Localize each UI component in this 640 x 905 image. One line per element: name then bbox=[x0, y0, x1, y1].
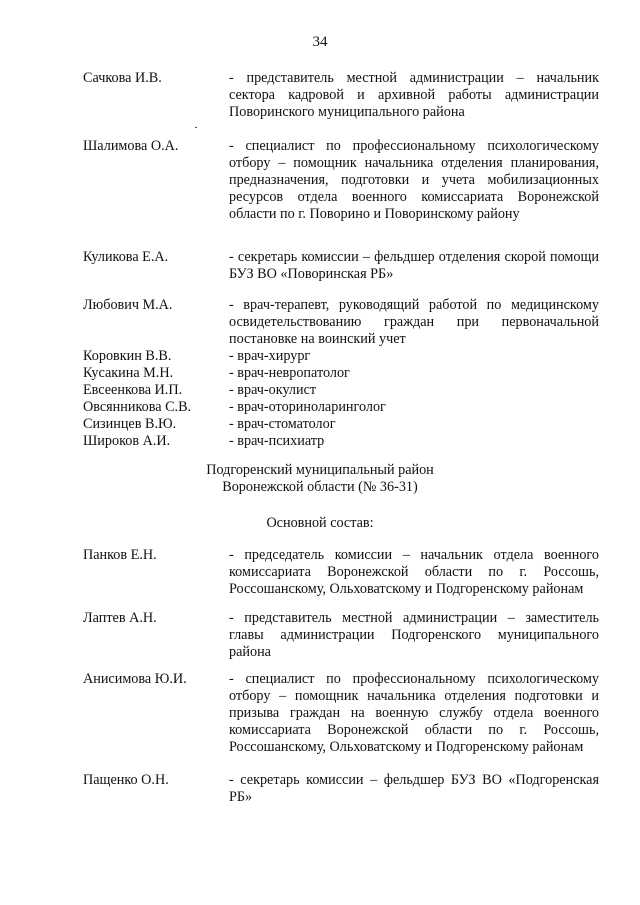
doctor-role: - врач-невропатолог bbox=[229, 365, 350, 381]
member-role: - председатель комиссии – начальник отдела военного комиссариата Воронежской области по г. Россошь, Россошанскому, Ольховатскому и Подгоренскому районам bbox=[229, 547, 599, 597]
doctor-name: Кусакина М.Н. bbox=[83, 365, 174, 381]
member-name: Анисимова Ю.И. bbox=[83, 671, 187, 687]
member-name: Сачкова И.В. bbox=[83, 70, 162, 86]
composition-heading: Основной состав: bbox=[266, 515, 374, 531]
member-role: - секретарь комиссии – фельдшер БУЗ ВО «Подгоренская РБ» bbox=[229, 772, 599, 805]
doctor-row bbox=[0, 348, 640, 365]
doctor-row bbox=[0, 433, 640, 450]
member-role: - представитель местной администрации – начальник сектора кадровой и архивной работы администрации Поворинского муниципального района bbox=[229, 70, 599, 120]
member-role: - секретарь комиссии – фельдшер отделения скорой помощи БУЗ ВО «Поворинская РБ» bbox=[229, 249, 599, 282]
member-name: Панков Е.Н. bbox=[83, 547, 157, 563]
doctor-name: Евсеенкова И.П. bbox=[83, 382, 183, 398]
doctor-role: - врач-окулист bbox=[229, 382, 317, 398]
doctor-row bbox=[0, 365, 640, 382]
member-name: Пащенко О.Н. bbox=[83, 772, 169, 788]
doctor-role: - врач-оториноларинголог bbox=[229, 399, 386, 415]
doctor-row bbox=[0, 399, 640, 416]
doctor-role: - врач-психиатр bbox=[229, 433, 325, 449]
member-role: - врач-терапевт, руководящий работой по медицинскому освидетельствованию граждан при первоначальной постановке на воинский учет bbox=[229, 297, 599, 347]
doctor-name: Широков А.И. bbox=[83, 433, 171, 449]
member-name: Куликова Е.А. bbox=[83, 249, 169, 265]
doctor-row bbox=[0, 382, 640, 399]
doctor-name: Сизинцев В.Ю. bbox=[83, 416, 177, 432]
doctor-name: Коровкин В.В. bbox=[83, 348, 172, 364]
page-number: 34 bbox=[312, 34, 328, 50]
member-name: Лаптев А.Н. bbox=[83, 610, 157, 626]
scan-speck bbox=[195, 127, 197, 128]
district-subtitle: Воронежской области (№ 36-31) bbox=[222, 479, 418, 495]
district-title: Подгоренский муниципальный район bbox=[206, 462, 434, 478]
member-name: Шалимова О.А. bbox=[83, 138, 179, 154]
doctor-name: Овсянникова С.В. bbox=[83, 399, 192, 415]
doctor-row bbox=[0, 416, 640, 433]
doctors-list bbox=[0, 348, 640, 450]
member-role: - специалист по профессиональному психологическому отбору – помощник начальника отделения подготовки и призыва граждан на военную службу отдела военного комиссариата Воронежской области по г. Россошь, Россошанскому, Ольховатскому и Подгоренскому районам bbox=[229, 671, 599, 755]
member-name: Любович М.А. bbox=[83, 297, 173, 313]
doctor-role: - врач-хирург bbox=[229, 348, 311, 364]
member-role: - представитель местной администрации – заместитель главы администрации Подгоренского муниципального района bbox=[229, 610, 599, 660]
doctor-role: - врач-стоматолог bbox=[229, 416, 336, 432]
member-role: - специалист по профессиональному психологическому отбору – помощник начальника отделения планирования, предназначения, подготовки и учета мобилизационных ресурсов отдела военного комиссариата Воронежской области по г. Поворино и Поворинскому району bbox=[229, 138, 599, 222]
